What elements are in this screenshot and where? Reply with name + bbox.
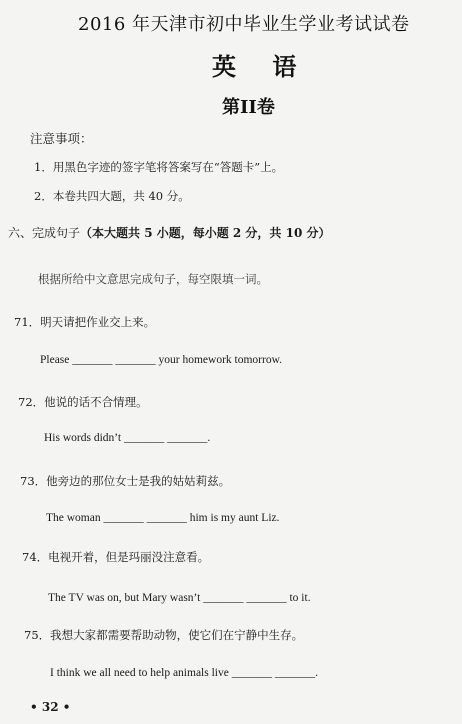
question-sentence: His words didn’t _______ _______. [44,432,211,444]
section-heading [8,224,330,241]
question-sentence: The woman _______ _______ him is my aunt Liz. [46,512,280,524]
question-sentence: The TV was on, but Mary wasn’t _______ _______ to it. [48,592,311,604]
section-title: 六、完成句子 [8,226,81,240]
notes-heading: 注意事项： [30,131,93,146]
question-sentence: Please _______ _______ your homework tomorrow. [40,354,282,366]
question-sentence: I think we all need to help animals live _______ _______. [50,667,318,679]
question-prompt: 74．电视开着，但是玛丽没注意看。 [22,550,210,564]
question-prompt: 72．他说的话不合情理。 [18,395,148,409]
section-detail: （本大题共 5 小题，每小题 2 分，共 10 分） [80,226,331,240]
subject-title: 英 语 [212,52,311,81]
volume-label: 第II卷 [222,97,275,118]
question-prompt: 73．他旁边的那位女士是我的姑姑莉兹。 [20,474,231,488]
note-item: 1．用黑色字迹的签字笔将答案写在“答题卡”上。 [34,160,284,174]
exam-title: 2016 年天津市初中毕业生学业考试试卷 [78,14,410,35]
page-number: • 32 • [30,700,71,714]
section-instruction: 根据所给中文意思完成句子，每空限填一词。 [38,272,268,286]
note-item: 2．本卷共四大题，共 40 分。 [34,189,190,203]
question-prompt: 71．明天请把作业交上来。 [14,315,156,329]
question-prompt: 75．我想大家都需要帮助动物，使它们在宁静中生存。 [24,628,304,642]
